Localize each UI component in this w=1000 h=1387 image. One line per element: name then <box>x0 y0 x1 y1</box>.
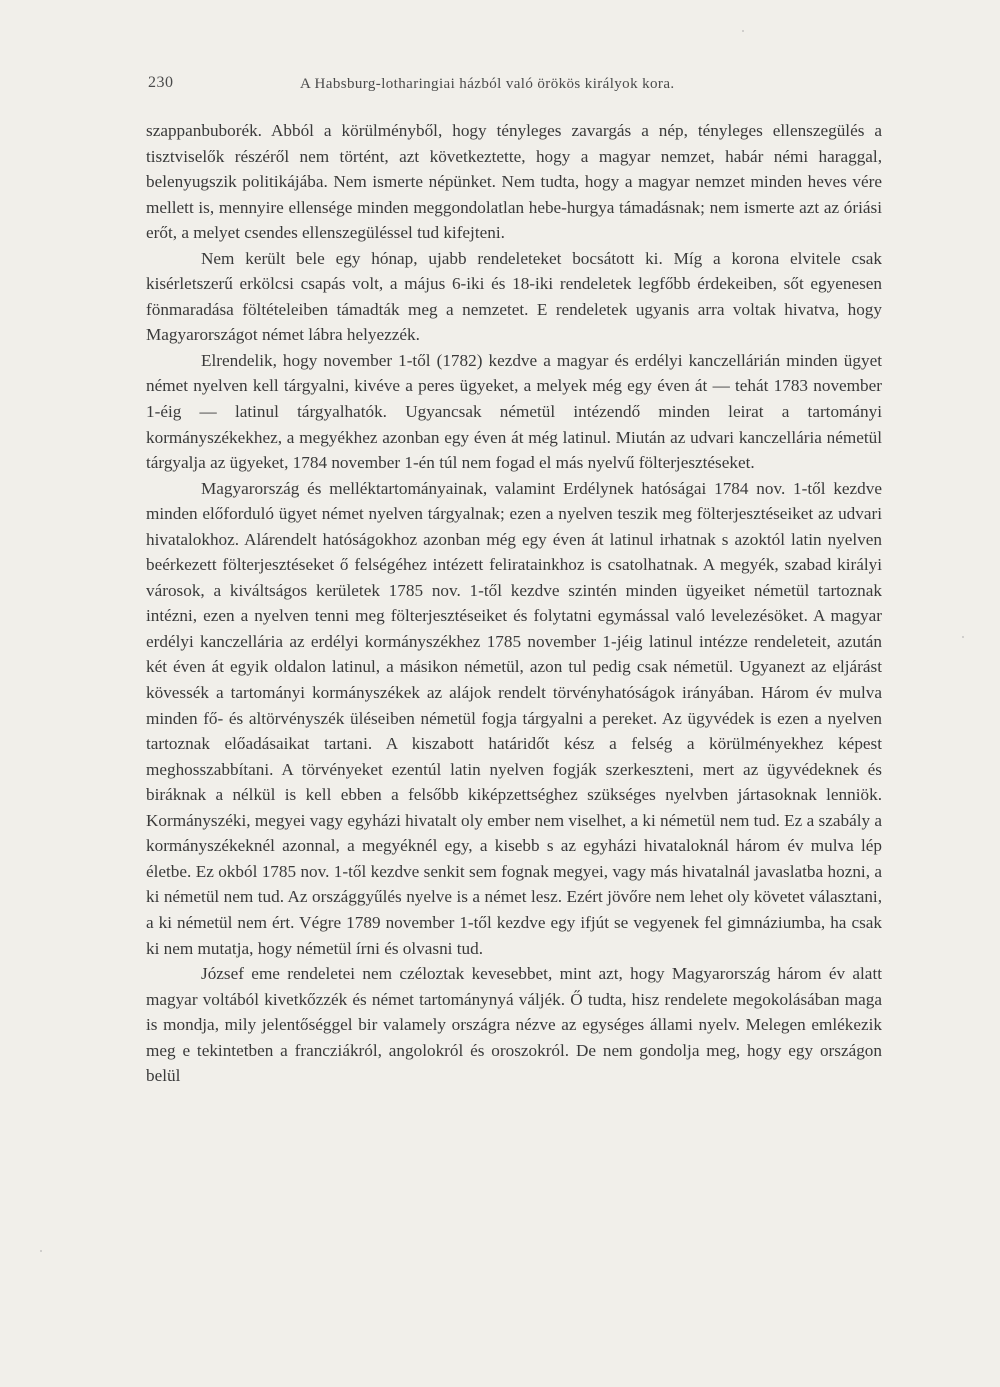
paragraph: Elrendelik, hogy november 1-től (1782) kezdve a magyar és erdélyi kanczellárián minden ügyet német nyelven kell tárgyalni, kivéve a peres ügyeket, a melyek még egy éven át — tehát 1783 november 1-éig — latinul tárgyalhatók. Ugyancsak németül intézendő minden leirat a tartományi kormányszékekhez, a megyékhez azonban egy éven át még latinul. Miután az udvari kanczellária németül tárgyalja az ügyeket, 1784 november 1-én túl nem fogad el más nyelvű fölterjesztéseket. <box>146 350 882 473</box>
paragraph: Magyarország és melléktartományainak, valamint Erdélynek hatóságai 1784 nov. 1-től kezdve minden előforduló ügyet német nyelven tárgyalnak; ezen a nyelven teszik meg fölterjesztéseiket az udvari hivatalokhoz. Alárendelt hatóságokhoz azonban még egy éven át latinul irhatnak s azoktól latin nyelven beérkezett fölterjesztéseket ő felségéhez intézett feliratainkhoz is csatolhatnak. A megyék, szabad királyi városok, a kiváltságos kerületek 1785 nov. 1-től kezdve szintén minden ügyeiket németül tartoznak intézni, ezen a nyelven tenni meg fölterjesztéseiket és folytatni egymással való levelezésöket. A magyar erdélyi kanczellária az erdélyi kormányszékhez 1785 november 1-jéig latinul intézze rendeleteit, azután két éven át egyik oldalon latinul, a másikon németül, azon tul pedig csak németül. Ugyanezt az eljárást kövessék a tartományi kormányszékek az alájok rendelt törvényhatóságok irányában. Három év mulva minden fő- és altörvényszék üléseiben németül fogja tárgyalni a pereket. Az ügyvédek is ezen a nyelven tartoznak előadásaikat tartani. A kiszabott határidőt kész a felség a körülményekhez képest meghosszabbítani. A törvényeket ezentúl latin nyelven fogják szerkeszteni, mert az ügyvédeknek és biráknak a nélkül is kell ebben a felsőbb kiképzettséghez szükséges nyelvben jártasoknak lenniök. Kormányszéki, megyei vagy egyházi hivatalt oly ember nem viselhet, a ki németül nem tud. Ez a szabály a kormányszékeknél azonnal, a megyéknél egy, a kisebb s az egyházi hivataloknál három év mulva lép életbe. Ez okból 1785 nov. 1-től kezdve senkit sem fognak megyei, vagy más hivatalnál javaslatba hozni, a ki németül nem tud. Az országgyűlés nyelve is a német lesz. Ezért jövőre nem lehet oly követet választani, a ki németül nem ért. Végre 1789 november 1-től kezdve egy ifjút se vegyenek fel gimnáziumba, ha csak ki nem mutatja, hogy németül írni és olvasni tud. <box>146 478 882 958</box>
paper-speck <box>742 30 744 32</box>
paper-speck <box>40 1250 42 1252</box>
paragraph-continuation: szappanbuborék. Abból a körülményből, hogy tényleges zavargás a nép, tényleges ellenszegülés a tisztviselők részéről nem történt, azt következtette, hogy a magyar nemzet, habár némi haraggal, belenyugszik politikájába. Nem ismerte népünket. Nem tudta, hogy a magyar nemzet minden heves vére mellett is, mennyire ellensége minden meggondolatlan hebe-hurgya támadásnak; nem ismerte azt az óriási erőt, a melyet csendes ellenszegüléssel tud kifejteni. <box>146 121 882 243</box>
paragraph: József eme rendeletei nem czéloztak kevesebbet, mint azt, hogy Magyarország három év alatt magyar voltából kivetkőzzék és német tartománynyá váljék. Ő tudta, hisz rendelete megokolásában maga is mondja, mily jelentőséggel bir valamely országra nézve az egységes állami nyelv. Melegen emlékezik meg e tekintetben a francziákról, angolokról és oroszokról. De nem gondolja meg, hogy egy országon belül <box>146 964 882 1086</box>
page-header <box>148 74 878 98</box>
paragraph: Nem került bele egy hónap, ujabb rendeleteket bocsátott ki. Míg a korona elvitele csak kisérletszerű erkölcsi csapás volt, a május 6-iki és 18-iki rendeletek legfőbb érdekeiben, sőt egyenesen fönmaradása föltételeiben támadták meg a nemzetet. E rendeletek ugyanis arra voltak hivatva, hogy Magyarországot német lábra helyezzék. <box>146 248 882 345</box>
paper-speck <box>962 636 964 638</box>
body-text <box>146 118 882 1089</box>
running-title: A Habsburg-lotharingiai házból való örökös királyok kora. <box>300 76 675 92</box>
page-number: 230 <box>148 74 174 91</box>
